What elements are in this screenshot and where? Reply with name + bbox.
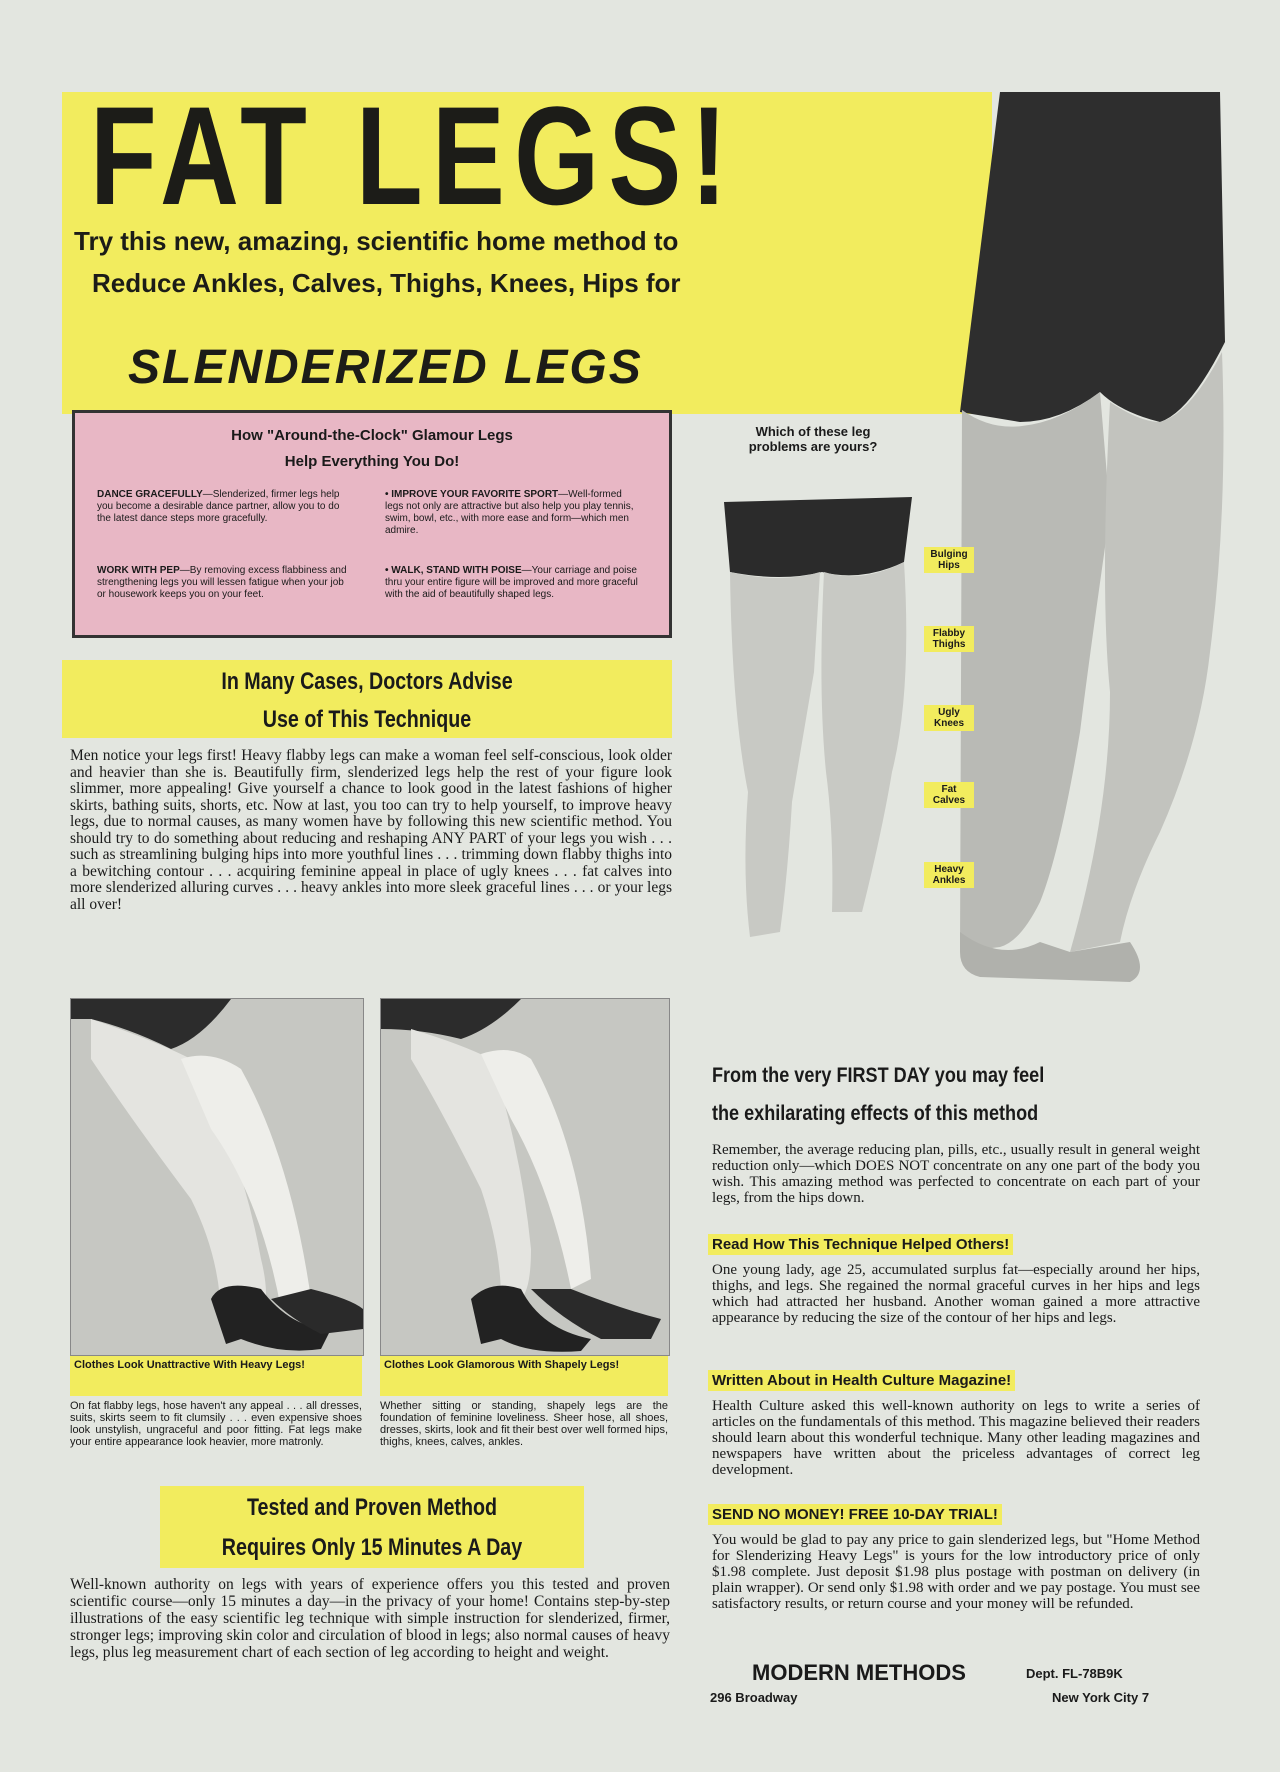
first-day-body: Remember, the average reducing plan, pills, etc., usually result in general weight reduction only—which DOES NOT concentrate on any one part of the body you wish. This amazing method was perfected to concentrate on each part of your legs, from the hips down. xyxy=(712,1142,1200,1206)
page-title: FAT LEGS! xyxy=(90,77,737,234)
tested-title-2: Requires Only 15 Minutes A Day xyxy=(221,1534,523,1561)
glamour-heading-1: How "Around-the-Clock" Glamour Legs xyxy=(231,427,513,444)
others-body: One young lady, age 25, accumulated surplus fat—especially around her hips, thighs, and legs. She regained the normal graceful curves in her hips and legs which had attracted her husband. Another woman gained a more attractive appearance by reducing the size of the contour of her hips and legs. xyxy=(712,1262,1200,1326)
trial-body: You would be glad to pay any price to gain slenderized legs, but "Home Method for Slenderizing Heavy Legs" is yours for the low introductory price of only $1.98 complete. Just deposit $1.98 plus postage with postman on delivery (in plain wrapper). Or send only $1.98 with order and we pay postage. You must see satisfactory results, or return course and your money will be refunded. xyxy=(712,1532,1200,1612)
headline-slogan: SLENDERIZED LEGS xyxy=(128,341,643,394)
caption-shapely-legs: Clothes Look Glamorous With Shapely Legs! xyxy=(380,1356,668,1396)
glamour-item-dance: DANCE GRACEFULLY—Slenderized, firmer legs help you become a desirable dance partner, allow you to do the latest dance steps more gracefully. xyxy=(97,489,340,524)
tested-title-1: Tested and Proven Method xyxy=(246,1494,498,1521)
tag-ugly-knees: Ugly Knees xyxy=(924,705,974,731)
glamour-item-work: WORK WITH PEP—By removing excess flabbiness and strengthening legs you will lessen fatigue when your job or housework keeps you on your feet. xyxy=(97,565,347,600)
doctors-title-1: In Many Cases, Doctors Advise xyxy=(221,668,513,695)
leg-problems-question: Which of these leg problems are yours? xyxy=(748,424,878,454)
trial-heading: SEND NO MONEY! FREE 10-DAY TRIAL! xyxy=(708,1504,1002,1525)
large-legs-illustration xyxy=(960,92,1260,1052)
headline-line-1: Try this new, amazing, scientific home method to xyxy=(74,226,679,256)
magazine-heading: Written About in Health Culture Magazine! xyxy=(708,1370,1015,1391)
photo-shapely-legs xyxy=(380,998,670,1356)
text-heavy-legs: On fat flabby legs, hose haven't any appeal . . . all dresses, suits, skirts seem to fit clumsily . . . even expensive shoes look unstylish, ungraceful and poor fitting. Fat legs make your entire appearance look heavier, more matronly. xyxy=(70,1400,362,1448)
glamour-heading-2: Help Everything You Do! xyxy=(284,453,460,470)
headline-line-2: Reduce Ankles, Calves, Thighs, Knees, Hips for xyxy=(92,268,681,298)
company-dept: Dept. FL-78B9K xyxy=(1026,1666,1123,1681)
glamour-item-sport: • IMPROVE YOUR FAVORITE SPORT—Well-formed legs not only are attractive but also help you play tennis, swim, bowl, etc., with more ease and form—which men admire. xyxy=(385,489,634,536)
tested-body: Well-known authority on legs with years of experience offers you this tested and proven scientific course—only 15 minutes a day—in the privacy of your home! Contains step-by-step illustrations of the easy scientific leg technique with simple instruction for slenderized, firmer, stronger legs; improving skin color and circulation of blood in legs; also normal causes of heavy legs, plus leg measurement chart of each section of leg according to height and weight. xyxy=(70,1576,670,1661)
others-heading: Read How This Technique Helped Others! xyxy=(708,1234,1013,1255)
company-city: New York City 7 xyxy=(1052,1690,1150,1705)
doctors-title-2: Use of This Technique xyxy=(262,706,472,733)
first-day-title-2: the exhilarating effects of this method xyxy=(712,1102,1039,1125)
text-shapely-legs: Whether sitting or standing, shapely legs are the foundation of feminine loveliness. Sheer hose, all shoes, dresses, skirts, look and fit their best over well formed hips, thighs, knees, calves, ankles. xyxy=(380,1400,668,1448)
magazine-body: Health Culture asked this well-known authority on legs to write a series of articles on the fundamentals of this method. This magazine believed their readers should learn about this wonderful technique. Many other leading magazines and newspapers have written about the priceless advantages of correct leg development. xyxy=(712,1398,1200,1478)
glamour-box xyxy=(72,410,672,638)
company-street: 296 Broadway xyxy=(710,1690,798,1705)
tag-fat-calves: Fat Calves xyxy=(924,782,974,808)
tag-bulging-hips: Bulging Hips xyxy=(924,547,974,573)
photo-heavy-legs xyxy=(70,998,364,1356)
small-legs-illustration xyxy=(722,492,922,942)
tag-flabby-thighs: Flabby Thighs xyxy=(924,626,974,652)
caption-heavy-legs: Clothes Look Unattractive With Heavy Legs! xyxy=(70,1356,362,1396)
first-day-title-1: From the very FIRST DAY you may feel xyxy=(712,1064,1045,1087)
company-name: MODERN METHODS xyxy=(752,1660,966,1685)
tag-heavy-ankles: Heavy Ankles xyxy=(924,862,974,888)
doctors-body: Men notice your legs first! Heavy flabby legs can make a woman feel self-conscious, look older and heavier than she is. Beautifully firm, slenderized legs help the rest of your figure look slimmer, more appealing! Give yourself a chance to look good in the latest fashions of higher skirts, bathing suits, shorts, etc. Now at last, you too can try to help yourself, to improve heavy legs, due to normal causes, as many women have by following this new scientific method. You should try to do something about reducing and reshaping ANY PART of your legs you wish . . . such as streamlining bulging hips into more youthful lines . . . trimming down flabby thighs into a bewitching contour . . . acquiring feminine appeal in place of ugly knees . . . fat calves into more slenderized alluring curves . . . heavy ankles into more sleek graceful lines . . . or your legs all over! xyxy=(70,747,672,913)
glamour-item-poise: • WALK, STAND WITH POISE—Your carriage and poise thru your entire figure will be improved and more graceful with the aid of beautifully shaped legs. xyxy=(385,565,638,600)
